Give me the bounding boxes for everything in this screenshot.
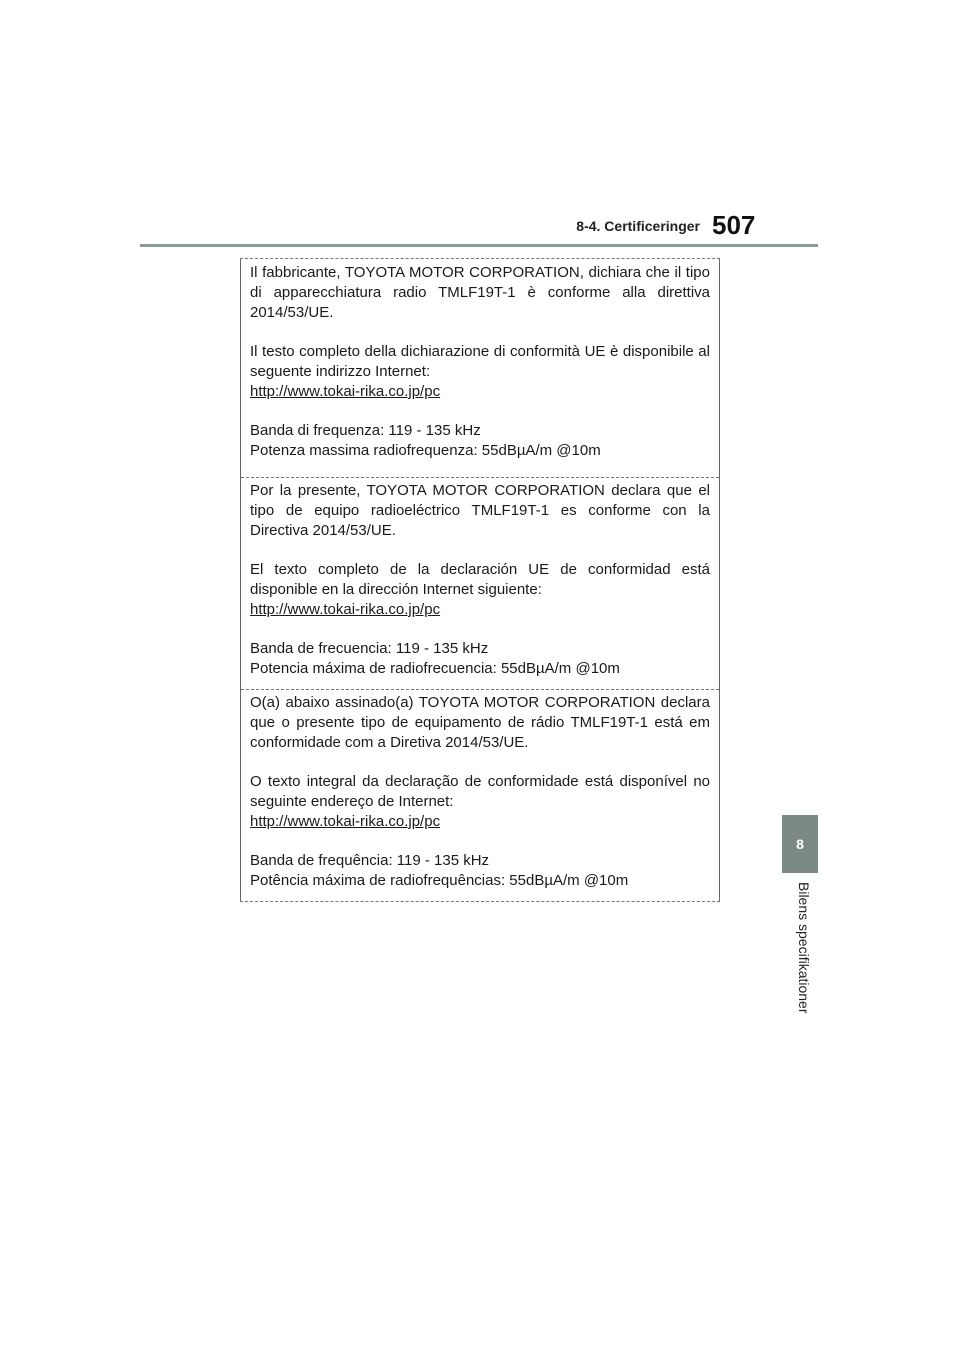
max-power: Potenza massima radiofrequenza: 55dBµA/m @10m xyxy=(250,442,601,459)
declaration-text: Il fabbricante, TOYOTA MOTOR CORPORATION, dichiara che il tipo di apparecchiatura radio TMLF19T-1 è conforme alla direttiva 2014/53/UE. xyxy=(250,264,710,321)
block-divider xyxy=(241,689,719,690)
section-title: 8-4. Certificeringer xyxy=(576,218,700,234)
declaration-link[interactable]: http://www.tokai-rika.co.jp/pc xyxy=(250,383,441,400)
italian-block xyxy=(241,263,719,461)
certification-box xyxy=(240,258,720,902)
availability-text: O texto integral da declaração de conformidade está disponível no seguinte endereço de Internet: xyxy=(250,773,710,810)
frequency-band: Banda de frequência: 119 - 135 kHz xyxy=(250,852,490,869)
spanish-block xyxy=(241,481,719,679)
header-rule xyxy=(140,244,818,247)
availability-text: El texto completo de la declaración UE de conformidad está disponible en la dirección Internet siguiente: xyxy=(250,561,710,598)
declaration-link[interactable]: http://www.tokai-rika.co.jp/pc xyxy=(250,813,441,830)
chapter-tab: 8 xyxy=(782,815,818,873)
block-divider xyxy=(241,477,719,478)
frequency-band: Banda de frecuencia: 119 - 135 kHz xyxy=(250,640,489,657)
availability-text: Il testo completo della dichiarazione di conformità UE è disponibile al seguente indirizzo Internet: xyxy=(250,343,710,380)
chapter-label: Bilens specifikationer xyxy=(796,882,812,1014)
portuguese-block xyxy=(241,693,719,891)
declaration-link[interactable]: http://www.tokai-rika.co.jp/pc xyxy=(250,601,441,618)
page-number: 507 xyxy=(712,210,756,240)
frequency-band: Banda di frequenza: 119 - 135 kHz xyxy=(250,422,481,439)
max-power: Potencia máxima de radiofrecuencia: 55dBµA/m @10m xyxy=(250,660,620,677)
declaration-text: Por la presente, TOYOTA MOTOR CORPORATION declara que el tipo de equipo radioeléctrico TMLF19T-1 es conforme con la Directiva 2014/53/UE. xyxy=(250,482,710,539)
max-power: Potência máxima de radiofrequências: 55dBµA/m @10m xyxy=(250,872,629,889)
declaration-text: O(a) abaixo assinado(a) TOYOTA MOTOR CORPORATION declara que o presente tipo de equipamento de rádio TMLF19T-1 está em conformidade com a Diretiva 2014/53/UE. xyxy=(250,694,710,751)
